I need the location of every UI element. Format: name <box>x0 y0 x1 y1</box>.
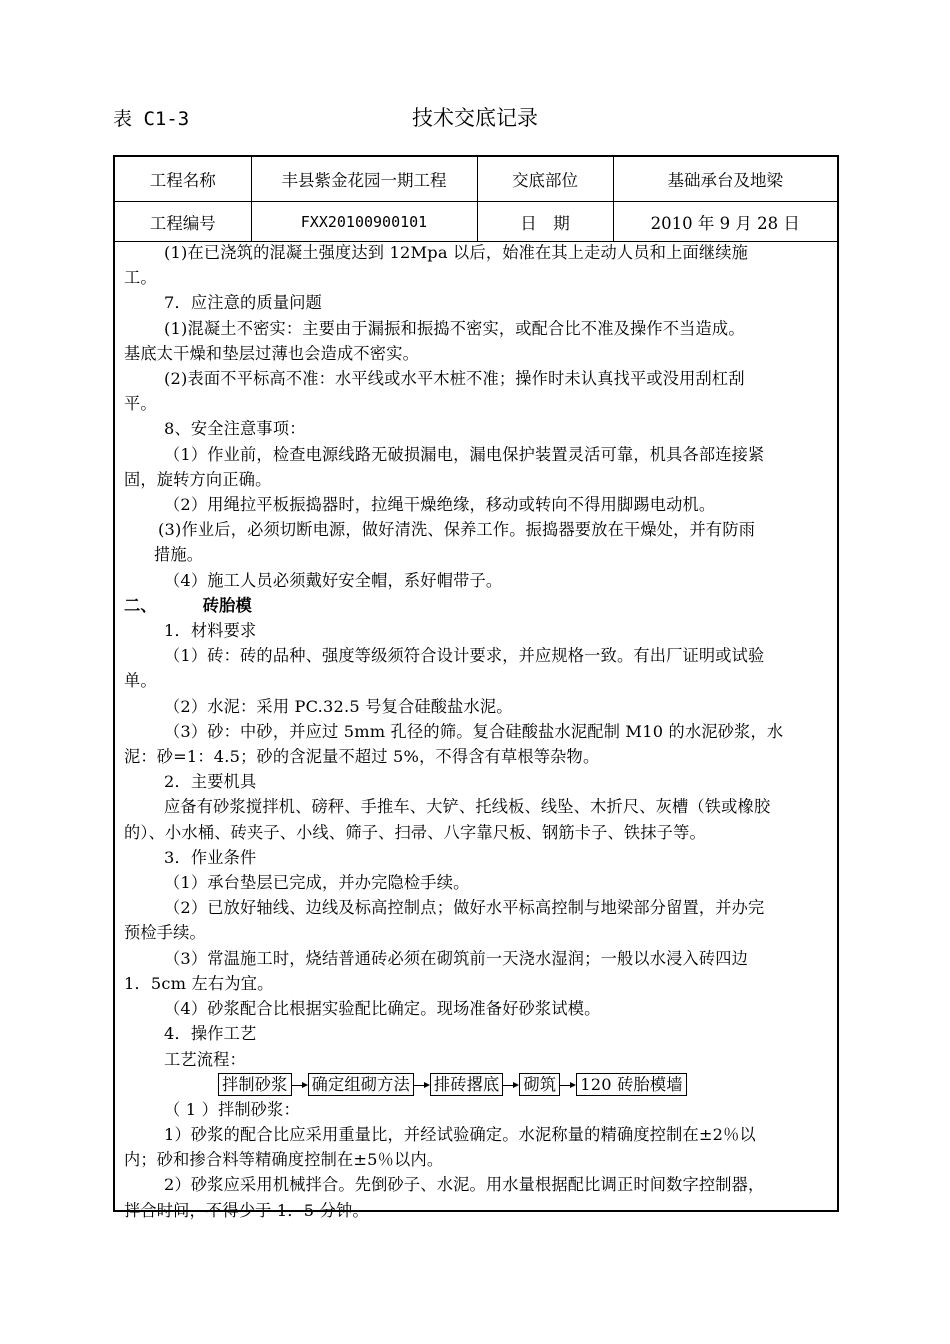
chapter-heading <box>124 593 830 618</box>
section-heading: 4．操作工艺 <box>164 1024 257 1044</box>
paragraph-line: （1）承台垫层已完成，并办完隐检手续。 <box>164 873 470 893</box>
arrow-right-icon <box>292 1074 308 1095</box>
disclosure-content <box>124 240 830 1223</box>
paragraph-line: （2）已放好轴线、边线及标高控制点；做好水平标高控制与地梁部分留置，并办完 <box>164 898 765 918</box>
project-name-value: 丰县紫金花园一期工程 <box>251 157 477 202</box>
paragraph-line: 1．5cm 左右为宜。 <box>124 973 274 993</box>
paragraph-line: 应备有砂浆搅拌机、磅秤、手推车、大铲、托线板、线坠、木折尺、灰槽（铁或橡胶 <box>164 797 771 817</box>
section-heading: 7．应注意的质量问题 <box>164 293 322 313</box>
paragraph-line: 工艺流程： <box>164 1049 246 1069</box>
paragraph-line: （1）作业前，检查电源线路无破损漏电，漏电保护装置灵活可靠，机具各部连接紧 <box>164 444 765 464</box>
date-value: 2010 年 9 月 28 日 <box>613 202 837 242</box>
flow-step-masonry: 砌筑 <box>519 1073 560 1096</box>
info-row-1 <box>115 157 837 202</box>
project-name-label: 工程名称 <box>115 157 251 202</box>
chapter-number: 二、 <box>124 595 157 615</box>
paragraph-line: （2）水泥：采用 PC.32.5 号复合硅酸盐水泥。 <box>164 696 513 716</box>
record-frame <box>113 155 839 1220</box>
paragraph-line: 单。 <box>124 671 157 691</box>
info-table <box>115 157 837 242</box>
date-label: 日 期 <box>477 202 613 242</box>
flow-step-brick-wall: 120 砖胎模墙 <box>576 1073 686 1096</box>
paragraph-line: 工。 <box>124 268 157 288</box>
chapter-title: 砖胎模 <box>202 595 252 615</box>
paragraph-line: 基底太干燥和垫层过薄也会造成不密实。 <box>124 343 419 363</box>
paragraph-line: (2)表面不平标高不准：水平线或水平木桩不准；操作时未认真找平或没用刮杠刮 <box>164 369 745 389</box>
arrow-right-icon <box>503 1074 519 1095</box>
paragraph-line: 1）砂浆的配合比应采用重量比，并经试验确定。水泥称量的精确度控制在±2％以 <box>164 1124 756 1144</box>
paragraph-line: （4）施工人员必须戴好安全帽，系好帽带子。 <box>164 570 503 590</box>
paragraph-line: 预检手续。 <box>124 923 206 943</box>
paragraph-line: （3）常温施工时，烧结普通砖必须在砌筑前一天浇水湿润；一般以水浸入砖四边 <box>164 948 749 968</box>
paragraph-line: （1）砖：砖的品种、强度等级须符合设计要求，并应规格一致。有出厂证明或试验 <box>164 646 765 666</box>
section-heading: 3．作业条件 <box>164 847 257 867</box>
paragraph-line: (3)作业后，必须切断电源，做好清洗、保养工作。振捣器要放在干燥处，并有防雨 <box>158 520 756 540</box>
form-code: 表 C1-3 <box>113 108 190 130</box>
paragraph-line: （ 1 ）拌制砂浆： <box>164 1099 300 1119</box>
paragraph-line: （4）砂浆配合比根据实验配比确定。现场准备好砂浆试模。 <box>164 999 601 1019</box>
flow-step-mix-mortar: 拌制砂浆 <box>218 1073 292 1096</box>
location-value: 基础承台及地梁 <box>613 157 837 202</box>
info-row-2 <box>115 202 837 242</box>
location-label: 交底部位 <box>477 157 613 202</box>
section-heading: 1．材料要求 <box>164 621 257 641</box>
paragraph-line: 的）、小水桶、砖夹子、小线、筛子、扫帚、八字靠尺板、钢筋卡子、铁抹子等。 <box>124 822 706 842</box>
paragraph-line: （2）用绳拉平板振捣器时，拉绳干燥绝缘，移动或转向不得用脚踢电动机。 <box>164 495 716 515</box>
paragraph-line: 固，旋转方向正确。 <box>124 469 272 489</box>
paragraph-line: 内；砂和掺合料等精确度控制在±5％以内。 <box>124 1150 444 1170</box>
project-no-label: 工程编号 <box>115 202 251 242</box>
paragraph-line: 2）砂浆应采用机械拌合。先倒砂子、水泥。用水量根据配比调正时间数字控制器， <box>164 1175 765 1195</box>
process-flowchart <box>124 1072 830 1097</box>
page-title: 技术交底记录 <box>412 106 538 130</box>
paragraph-line: 泥：砂=1：4.5；砂的含泥量不超过 5%，不得含有草根等杂物。 <box>124 747 600 767</box>
arrow-right-icon <box>414 1074 430 1095</box>
flow-step-lay-bricks: 排砖撂底 <box>430 1073 504 1096</box>
flow-step-bond-method: 确定组砌方法 <box>308 1073 414 1096</box>
project-no-value: FXX20100900101 <box>251 202 477 242</box>
arrow-right-icon <box>560 1074 576 1095</box>
paragraph-line: 措施。 <box>154 545 204 565</box>
section-heading: 8、安全注意事项： <box>164 419 306 439</box>
paragraph-line: (1)混凝土不密实：主要由于漏振和振捣不密实，或配合比不准及操作不当造成。 <box>164 318 745 338</box>
paragraph-line: 平。 <box>124 394 157 414</box>
paragraph-line: 拌合时间，不得少于 1．5 分钟。 <box>124 1200 369 1220</box>
paragraph-line: （3）砂：中砂，并应过 5mm 孔径的筛。复合硅酸盐水泥配制 M10 的水泥砂浆，水 <box>164 721 784 741</box>
section-heading: 2．主要机具 <box>164 772 257 792</box>
paragraph-line: (1)在已浇筑的混凝土强度达到 12Mpa 以后，始准在其上走动人员和上面继续施 <box>164 243 749 262</box>
